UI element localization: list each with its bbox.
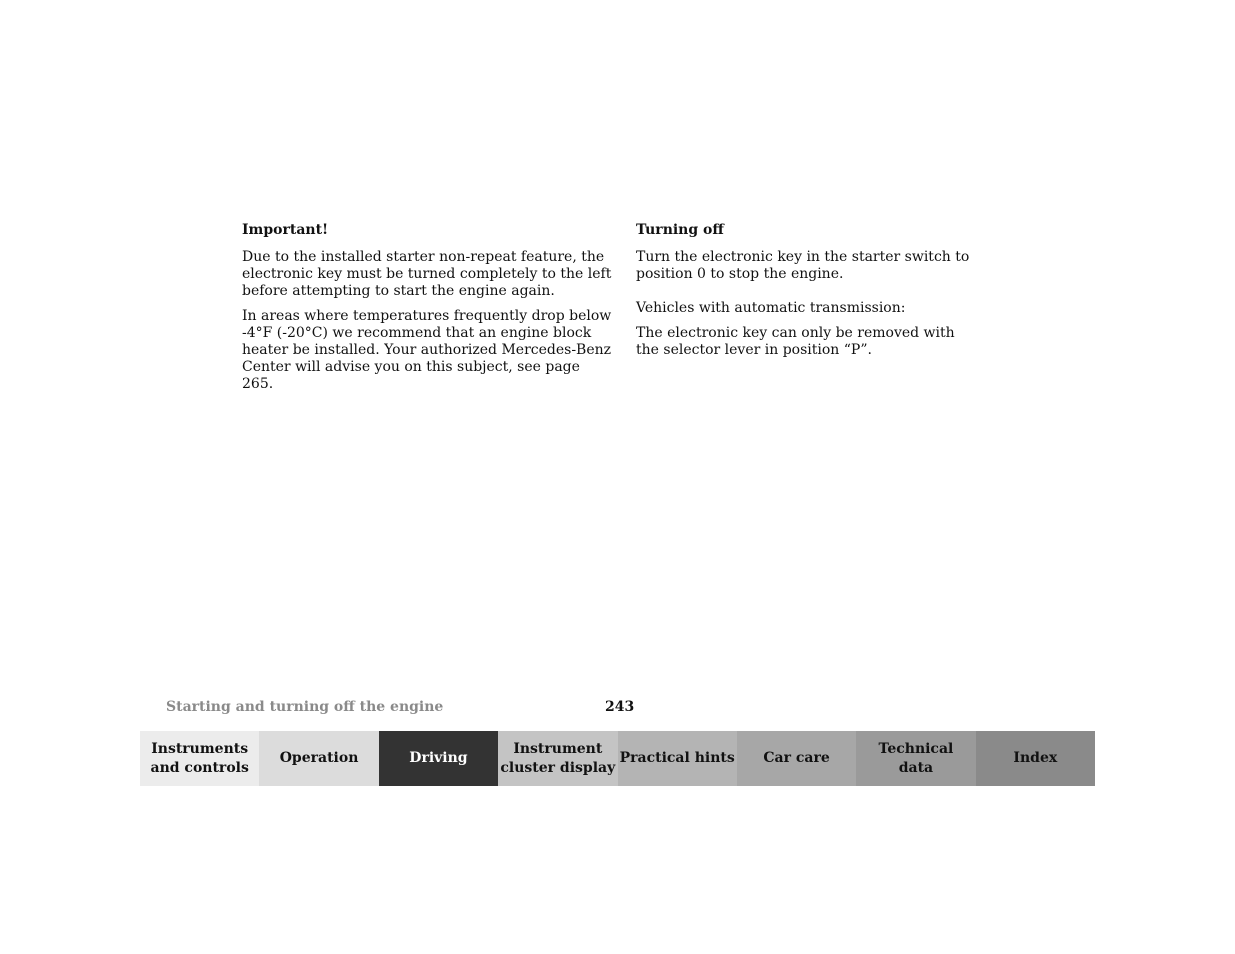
tab-driving[interactable]: Driving <box>379 731 498 786</box>
paragraph-turn-key: Turn the electronic key in the starter switch to position 0 to stop the engine. <box>636 249 970 282</box>
section-title: Starting and turning off the engine <box>166 699 444 715</box>
paragraph-automatic-transmission: Vehicles with automatic transmission: <box>636 300 906 316</box>
tab-technical-data[interactable]: Technical data <box>856 731 975 786</box>
important-heading: Important! <box>242 222 329 238</box>
chapter-nav <box>140 731 1095 786</box>
left-column <box>242 220 612 401</box>
tab-car-care[interactable]: Car care <box>737 731 856 786</box>
tab-index[interactable]: Index <box>976 731 1095 786</box>
tab-operation[interactable]: Operation <box>259 731 378 786</box>
page-number: 243 <box>605 699 635 715</box>
paragraph-key-removal: The electronic key can only be removed with the selector lever in position “P”. <box>636 325 955 358</box>
paragraph-non-repeat: Due to the installed starter non-repeat feature, the electronic key must be turned completely to the left before attempting to start the engine again. <box>242 249 612 299</box>
tab-practical-hints[interactable]: Practical hints <box>618 731 737 786</box>
paragraph-block-heater: In areas where temperatures frequently drop below -4°F (-20°C) we recommend that an engine block heater be installed. Your authorized Mercedes-Benz Center will advise you on this subject, see page 265. <box>242 308 612 392</box>
right-column <box>636 220 976 367</box>
tab-instrument-cluster-display[interactable]: Instrument cluster display <box>498 731 617 786</box>
tab-instruments-and-controls[interactable]: Instruments and controls <box>140 731 259 786</box>
turning-off-heading: Turning off <box>636 222 724 238</box>
